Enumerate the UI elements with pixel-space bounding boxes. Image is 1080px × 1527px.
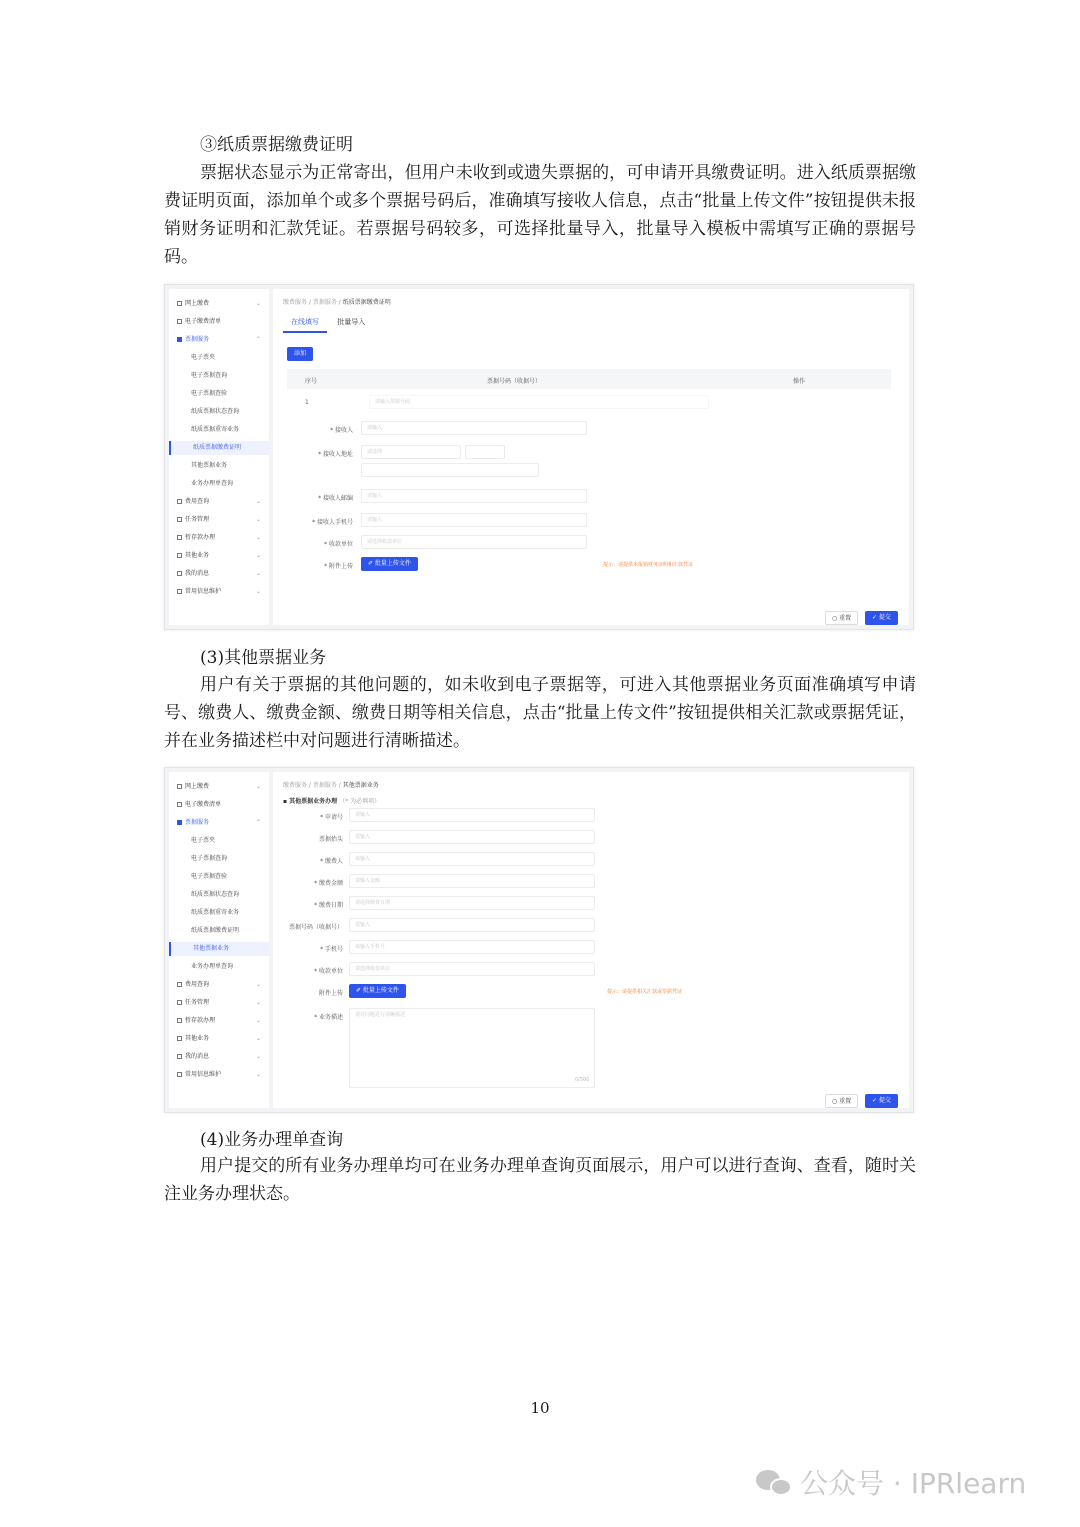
nav-label: 我的消息 [185, 570, 210, 577]
nav-info-maintain[interactable] [177, 585, 263, 599]
receipt-number-input[interactable]: 请输入票据号码 [369, 395, 709, 409]
reset-button[interactable]: ○ 重置 [825, 611, 858, 625]
nav-fee-query[interactable] [177, 495, 263, 509]
nav-other-business[interactable] [177, 1032, 263, 1046]
field-label: * 收款单位 [314, 968, 343, 975]
nav-sub-order-query[interactable]: 业务办理单查询 [191, 963, 234, 970]
payment-date-picker[interactable]: 请选择缴费日期 [349, 896, 595, 910]
nav-sub-paper-resend[interactable]: 纸质票据重寄业务 [191, 909, 240, 916]
nav-label: 费用查询 [185, 981, 210, 988]
main-content [273, 289, 909, 625]
nav-icon [177, 301, 182, 306]
nav-receipt-service[interactable] [177, 333, 263, 347]
field-label: * 接收人地址 [318, 451, 353, 458]
section-paragraph-order-query: 用户提交的所有业务办理单均可在业务办理单查询页面展示，用户可以进行查询、查看，随时关注业务办理状态。 [164, 1156, 916, 1204]
amount-input[interactable]: 请输入金额 [349, 874, 595, 888]
nav-e-payment-list[interactable] [177, 798, 263, 812]
receipt-title-input[interactable]: 请输入 [349, 830, 595, 844]
form-section-title-text: ▪ 其他票据业务办理 [283, 798, 338, 805]
field-label: * 收款单位 [324, 541, 353, 548]
nav-icon [177, 535, 182, 540]
nav-icon [177, 1054, 182, 1059]
nav-icon [177, 571, 182, 576]
nav-deposit[interactable] [177, 1014, 263, 1028]
field-label: * 接收人邮编 [318, 495, 353, 502]
chevron-down-icon: ⌄ [255, 516, 261, 523]
chevron-down-icon: ⌄ [255, 783, 261, 790]
add-button[interactable]: 添加 [287, 347, 313, 361]
chevron-down-icon: ⌄ [255, 999, 261, 1006]
field-label: 附件上传 [318, 990, 343, 997]
sidebar [169, 772, 269, 1108]
chevron-up-icon: ⌃ [255, 819, 261, 826]
nav-sub-e-receipt-query[interactable]: 电子票据查询 [191, 855, 228, 862]
watermark [756, 1462, 1026, 1502]
nav-icon [177, 820, 182, 825]
chevron-up-icon: ⌃ [255, 336, 261, 343]
nav-sub-paper-proof[interactable]: 纸质票据缴费证明 [191, 927, 240, 934]
nav-label: 其他业务 [185, 1035, 210, 1042]
nav-deposit[interactable] [177, 531, 263, 545]
nav-sub-e-receipt-query[interactable]: 电子票据查询 [191, 372, 228, 379]
reset-button[interactable]: ○ 重置 [825, 1094, 858, 1108]
nav-online-payment[interactable] [177, 297, 263, 311]
nav-label: 任务管理 [185, 999, 210, 1006]
chevron-down-icon: ⌄ [255, 552, 261, 559]
nav-icon [177, 499, 182, 504]
nav-icon [177, 1072, 182, 1077]
nav-label: 任务管理 [185, 516, 210, 523]
nav-task-mgmt[interactable] [177, 513, 263, 527]
chevron-down-icon: ⌄ [255, 1035, 261, 1042]
breadcrumb-current: 纸质票据缴费证明 [342, 299, 391, 306]
field-label: * 缴费金额 [314, 880, 343, 887]
nav-icon [177, 517, 182, 522]
nav-icon [177, 1018, 182, 1023]
nav-info-maintain[interactable] [177, 1068, 263, 1082]
field-label: * 附件上传 [324, 563, 353, 570]
breadcrumb: 缴费服务 / 票据服务 / 纸质票据缴费证明 [283, 299, 391, 306]
section-paragraph-other-receipt: 用户有关于票据的其他问题的，如未收到电子票据等，可进入其他票据业务页面准确填写申请号、缴费人、缴费金额、缴费日期等相关信息，点击“批量上传文件”按钮提供相关汇款或票据凭证，并在业务描述栏中对问题进行清晰描述。 [164, 675, 916, 751]
nav-sub-paper-proof[interactable]: 纸质票据缴费证明 [169, 441, 269, 455]
nav-label: 网上缴费 [185, 783, 210, 790]
address-detail-input[interactable] [361, 463, 539, 477]
nav-icon [177, 589, 182, 594]
mobile-input[interactable]: 请输入手机号 [349, 940, 595, 954]
field-label: * 缴费日期 [314, 902, 343, 909]
field-label: 票据号码（收据号） [288, 924, 343, 931]
breadcrumb-item[interactable]: 缴费服务 [283, 299, 308, 306]
nav-icon [177, 553, 182, 558]
nav-sub-other-receipt[interactable]: 其他票据业务 [191, 462, 228, 469]
nav-sub-paper-status[interactable]: 纸质票据状态查询 [191, 408, 240, 415]
nav-label: 费用查询 [185, 498, 210, 505]
payee-select[interactable]: 请选择收款单位 [349, 962, 595, 976]
upload-hint: 提示：请提供相关汇款或票据凭证 [607, 989, 683, 995]
nav-sub-e-receipt-verify[interactable]: 电子票据查验 [191, 873, 228, 880]
form-section-title [283, 796, 380, 805]
nav-label: 暂存款办理 [185, 534, 216, 541]
batch-upload-button[interactable]: ✐ 批量上传文件 [361, 557, 418, 571]
chevron-down-icon: ⌄ [255, 300, 261, 307]
chevron-down-icon: ⌄ [255, 981, 261, 988]
nav-icon [177, 1000, 182, 1005]
section-heading-other-receipt: (3)其他票据业务 [200, 648, 327, 668]
chevron-down-icon: ⌄ [255, 534, 261, 541]
nav-label: 常用信息维护 [185, 588, 222, 595]
field-label: * 业务描述 [314, 1014, 343, 1021]
postcode-input[interactable]: 请输入 [361, 489, 587, 503]
batch-upload-button[interactable]: ✐ 批量上传文件 [349, 984, 406, 998]
payer-input[interactable]: 请输入 [349, 852, 595, 866]
nav-icon [177, 337, 182, 342]
column-index: 序号 [305, 378, 318, 385]
nav-sub-paper-status[interactable]: 纸质票据状态查询 [191, 891, 240, 898]
field-label: * 缴费人 [320, 858, 343, 865]
nav-sub-other-receipt[interactable]: 其他票据业务 [169, 942, 269, 956]
chevron-down-icon: ⌄ [255, 1053, 261, 1060]
nav-icon [177, 802, 182, 807]
breadcrumb-item[interactable]: 票据服务 [312, 299, 337, 306]
chevron-down-icon: ⌄ [255, 498, 261, 505]
nav-label: 网上缴费 [185, 300, 210, 307]
wechat-icon [756, 1468, 794, 1498]
phone-input[interactable]: 请输入 [361, 513, 587, 527]
field-label: * 接收人手机号 [312, 519, 353, 526]
nav-label: 电子缴费清单 [185, 801, 222, 808]
nav-icon [177, 1036, 182, 1041]
nav-label: 票据服务 [185, 819, 210, 826]
field-label: 票据抬头 [318, 836, 343, 843]
column-actions: 操作 [793, 378, 806, 385]
business-description-textarea[interactable]: 请对问题进行清晰描述 [349, 1008, 595, 1088]
nav-sub-e-wallet[interactable]: 电子票夹 [191, 354, 216, 361]
submit-button[interactable]: ✓ 提交 [865, 1094, 898, 1108]
nav-label: 暂存款办理 [185, 1017, 216, 1024]
field-label: * 申请号 [320, 814, 343, 821]
nav-receipt-service[interactable] [177, 816, 263, 830]
nav-sub-e-receipt-verify[interactable]: 电子票据查验 [191, 390, 228, 397]
main-content [273, 772, 909, 1108]
nav-label: 我的消息 [185, 1053, 210, 1060]
sidebar [169, 289, 269, 625]
upload-hint: 提示：请提供未报销财务证明和汇款凭证 [603, 562, 694, 568]
row-index: 1 [305, 399, 309, 406]
nav-messages[interactable] [177, 1050, 263, 1064]
nav-icon [177, 319, 182, 324]
nav-messages[interactable] [177, 567, 263, 581]
screenshot-paper-receipt-proof [164, 284, 914, 630]
screenshot-other-receipt [164, 767, 914, 1113]
nav-icon [177, 784, 182, 789]
nav-e-payment-list[interactable] [177, 315, 263, 329]
field-label: * 接收人 [330, 427, 353, 434]
province-select[interactable]: 请选择 [361, 445, 461, 459]
chevron-down-icon: ⌄ [255, 1017, 261, 1024]
char-counter: 0/500 [575, 1077, 590, 1083]
nav-label: 票据服务 [185, 336, 210, 343]
nav-online-payment[interactable] [177, 780, 263, 794]
nav-icon [177, 982, 182, 987]
chevron-down-icon: ⌄ [255, 570, 261, 577]
section-heading-order-query: (4)业务办理单查询 [200, 1130, 344, 1150]
nav-label: 其他业务 [185, 552, 210, 559]
watermark-text: 公众号 · IPRlearn [800, 1467, 1027, 1500]
chevron-down-icon: ⌄ [255, 1071, 261, 1078]
nav-sub-paper-resend[interactable]: 纸质票据重寄业务 [191, 426, 240, 433]
nav-fee-query[interactable] [177, 978, 263, 992]
nav-sub-e-wallet[interactable]: 电子票夹 [191, 837, 216, 844]
chevron-down-icon: ⌄ [255, 588, 261, 595]
application-number-input[interactable]: 请输入 [349, 808, 595, 822]
breadcrumb-current: 其他票据业务 [342, 782, 379, 789]
column-receipt-number: 票据号码（收据号） [487, 378, 542, 385]
page-number: 10 [530, 1399, 550, 1417]
breadcrumb-item[interactable]: 缴费服务 [283, 782, 308, 789]
nav-label: 电子缴费清单 [185, 318, 222, 325]
breadcrumb: 缴费服务 / 票据服务 / 其他票据业务 [283, 782, 379, 789]
recipient-input[interactable]: 请输入 [361, 421, 587, 435]
city-select[interactable] [465, 445, 505, 459]
table-header [287, 369, 891, 389]
section-paragraph-paper-receipt-proof: 票据状态显示为正常寄出，但用户未收到或遗失票据的，可申请开具缴费证明。进入纸质票据缴费证明页面，添加单个或多个票据号码后，准确填写接收人信息，点击“批量上传文件”按钮提供未报销财务证明和汇款凭证。若票据号码较多，可选择批量导入，批量导入模板中需填写正确的票据号码。 [164, 163, 916, 267]
tab-batch-import[interactable]: 批量导入 [337, 318, 366, 326]
nav-label: 常用信息维护 [185, 1071, 222, 1078]
tab-online-fill[interactable]: 在线填写 [283, 315, 327, 333]
required-note: （* 为必填项） [339, 798, 381, 805]
nav-other-business[interactable] [177, 549, 263, 563]
tab-bar [283, 315, 373, 333]
receipt-number-input[interactable]: 请输入 [349, 918, 595, 932]
payee-select[interactable]: 请选择收款单位 [361, 535, 587, 549]
section-heading-paper-receipt-proof: ③纸质票据缴费证明 [200, 135, 353, 155]
submit-button[interactable]: ✓ 提交 [865, 611, 898, 625]
nav-sub-order-query[interactable]: 业务办理单查询 [191, 480, 234, 487]
breadcrumb-item[interactable]: 票据服务 [312, 782, 337, 789]
field-label: * 手机号 [320, 946, 343, 953]
nav-task-mgmt[interactable] [177, 996, 263, 1010]
